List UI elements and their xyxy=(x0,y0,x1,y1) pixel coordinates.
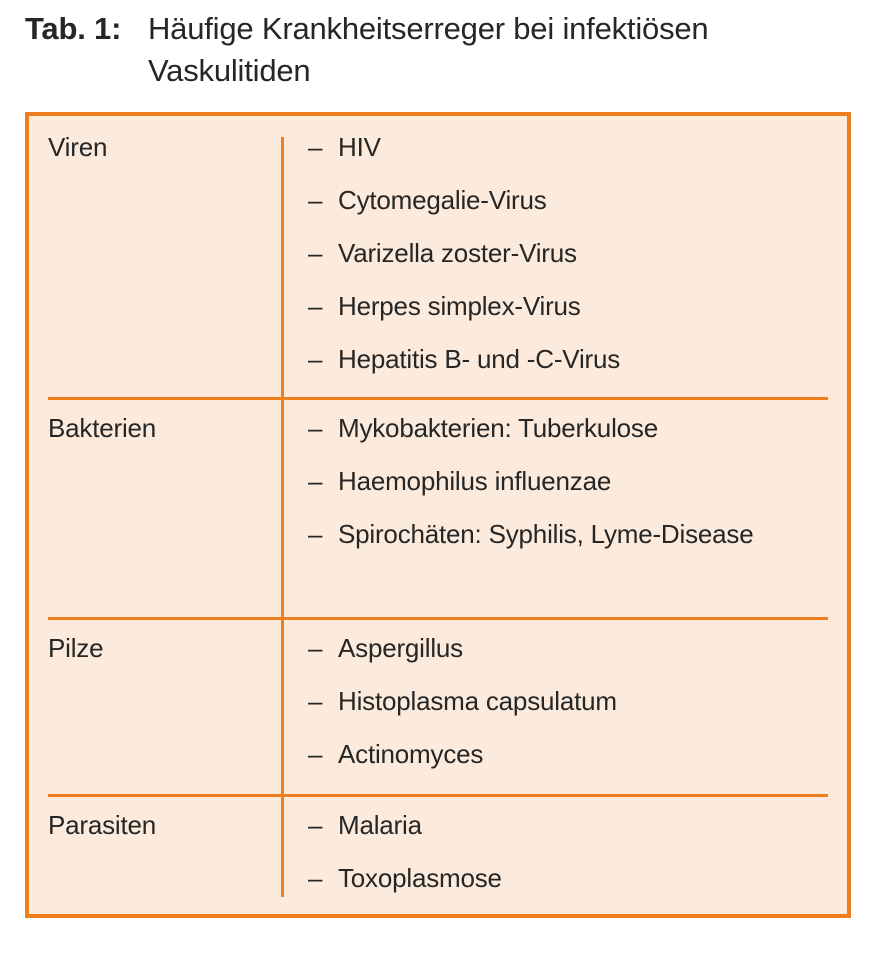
pathogen-item-text: Mykobakterien: Tuberkulose xyxy=(338,413,658,443)
dash-bullet: – xyxy=(308,863,323,893)
dash-bullet: – xyxy=(308,466,323,496)
pathogen-item xyxy=(308,407,847,450)
pathogen-table xyxy=(25,112,851,918)
pathogen-item xyxy=(308,680,847,723)
pathogen-item xyxy=(308,126,847,169)
table-section-viren xyxy=(29,116,847,397)
pathogen-item xyxy=(308,857,847,900)
category-label: Viren xyxy=(48,132,108,162)
dash-bullet: – xyxy=(308,132,323,162)
pathogen-item-text: Cytomegalie-Virus xyxy=(338,185,547,215)
dash-bullet: – xyxy=(308,519,323,549)
dash-bullet: – xyxy=(308,810,323,840)
pathogen-item-text: Hepatitis B- und -C-Virus xyxy=(338,344,621,374)
pathogen-item xyxy=(308,804,847,847)
dash-bullet: – xyxy=(308,238,323,268)
dash-bullet: – xyxy=(308,413,323,443)
pathogen-item-text: Varizella zoster-Virus xyxy=(338,238,577,268)
pathogen-list xyxy=(281,794,847,914)
pathogen-item-text: Malaria xyxy=(338,810,422,840)
pathogen-item xyxy=(308,460,847,503)
pathogen-item xyxy=(308,733,847,776)
pathogen-list xyxy=(281,116,847,397)
pathogen-item-text: Herpes simplex-Virus xyxy=(338,291,581,321)
table-caption-text xyxy=(148,8,708,92)
column-divider-line xyxy=(281,137,284,897)
table-section-bakterien xyxy=(29,397,847,617)
table-section-pilze xyxy=(29,617,847,794)
pathogen-item xyxy=(308,179,847,222)
dash-bullet: – xyxy=(308,739,323,769)
dash-bullet: – xyxy=(308,686,323,716)
row-separator-line xyxy=(48,397,828,400)
pathogen-item xyxy=(308,338,847,381)
row-separator-line xyxy=(48,617,828,620)
pathogen-item-text: Toxoplasmose xyxy=(338,863,502,893)
row-separator-line xyxy=(48,794,828,797)
pathogen-item-text: HIV xyxy=(338,132,381,162)
pathogen-item xyxy=(308,285,847,328)
category-label: Bakterien xyxy=(48,413,157,443)
pathogen-item xyxy=(308,232,847,275)
pathogen-list xyxy=(281,397,847,617)
pathogen-item xyxy=(308,627,847,670)
pathogen-list xyxy=(281,617,847,794)
table-caption-number: Tab. 1: xyxy=(25,11,122,46)
pathogen-item-text: Haemophilus influenzae xyxy=(338,466,612,496)
pathogen-item-text: Spirochäten: Syphilis, Lyme-Disease xyxy=(338,519,754,549)
category-label: Parasiten xyxy=(48,810,157,840)
dash-bullet: – xyxy=(308,185,323,215)
dash-bullet: – xyxy=(308,633,323,663)
caption-line-1: Häufige Krankheitserreger bei infektiösen xyxy=(148,11,709,46)
pathogen-item xyxy=(308,513,847,556)
pathogen-item-text: Histoplasma capsulatum xyxy=(338,686,617,716)
pathogen-item-text: Aspergillus xyxy=(338,633,463,663)
dash-bullet: – xyxy=(308,344,323,374)
dash-bullet: – xyxy=(308,291,323,321)
pathogen-item-text: Actinomyces xyxy=(338,739,484,769)
category-label: Pilze xyxy=(48,633,104,663)
table-section-parasiten xyxy=(29,794,847,914)
caption-line-2: Vaskulitiden xyxy=(148,53,311,88)
table-caption xyxy=(25,8,708,92)
